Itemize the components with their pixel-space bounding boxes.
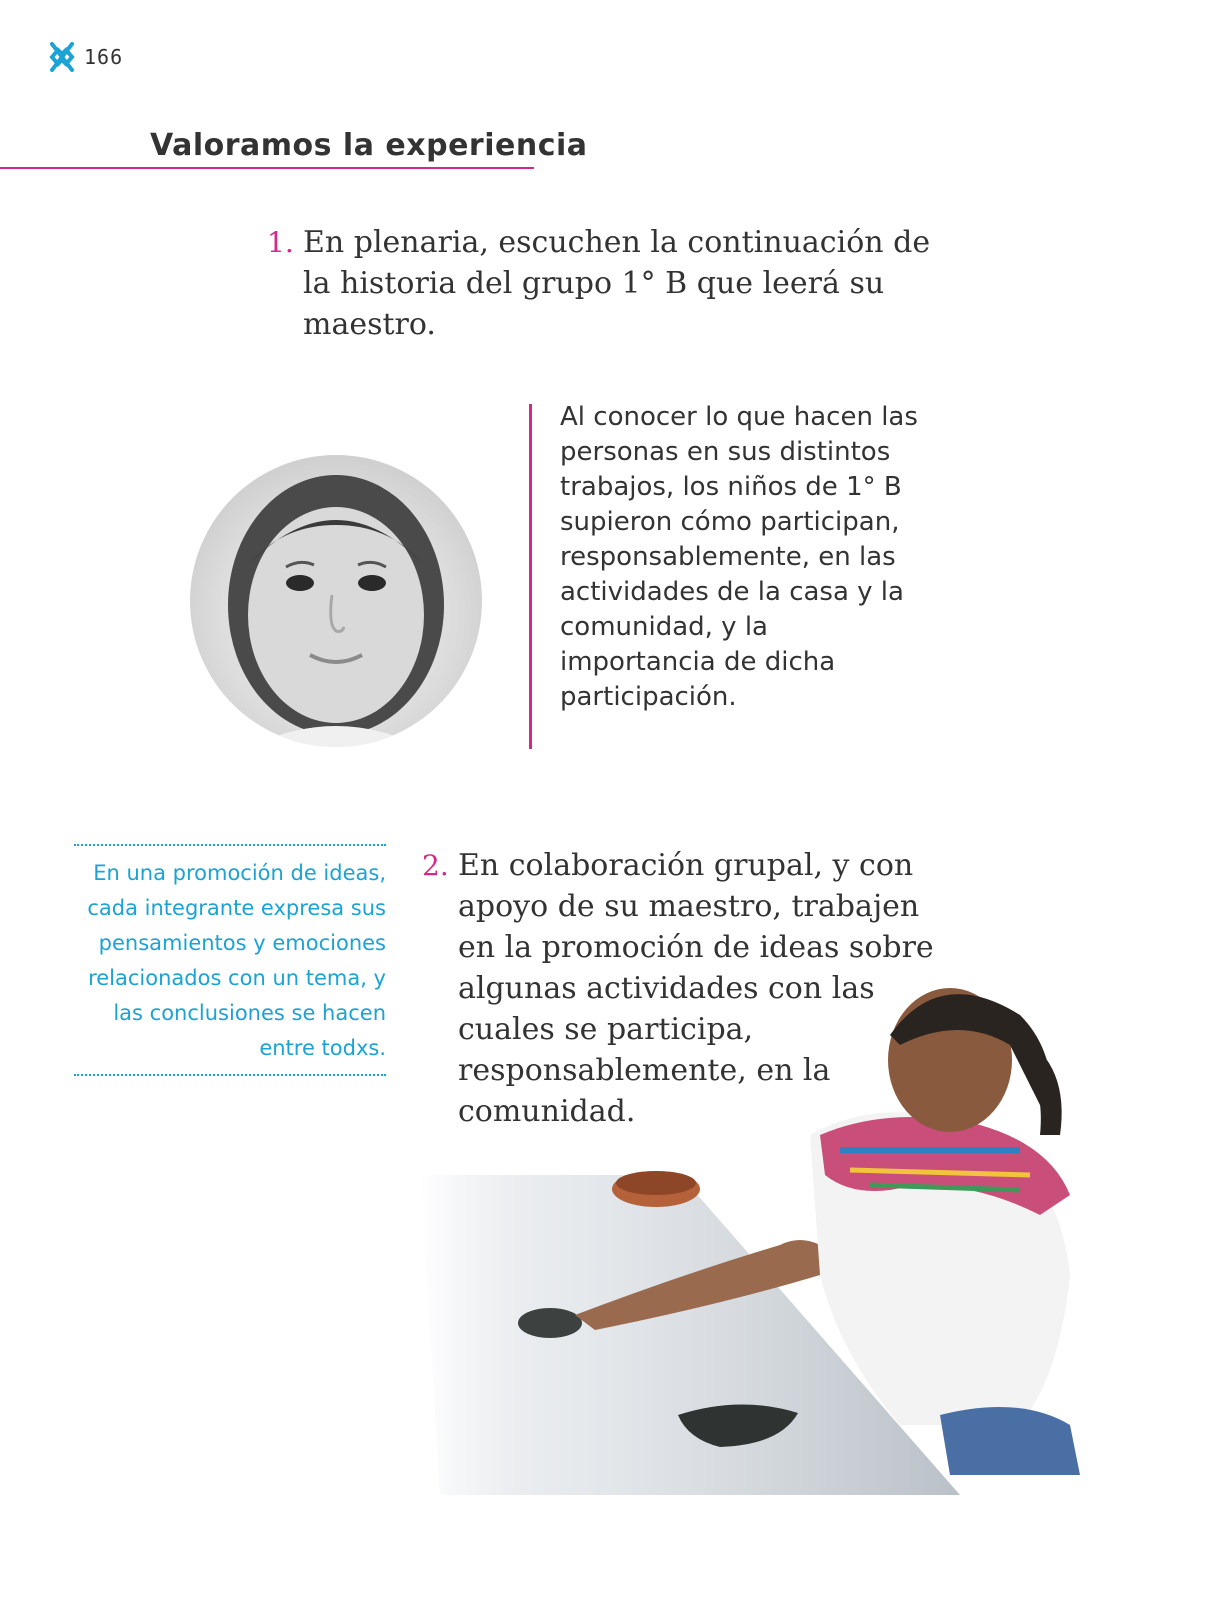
girl-portrait-photo — [190, 455, 482, 747]
section-title: Valoramos la experiencia — [150, 128, 588, 163]
sidenote-box — [74, 844, 386, 1076]
activity-1-number: 1. — [267, 226, 294, 259]
page-number: 166 — [84, 45, 124, 69]
sidenote-text: En una promoción de ideas, cada integrante expresa sus pensamientos y emociones relacionados con un tema, y las conclusiones se hacen entre todxs. — [87, 861, 386, 1060]
callout-accent-bar — [529, 404, 532, 749]
page-header — [48, 40, 123, 74]
title-underline — [0, 167, 534, 169]
activity-2-number: 2. — [422, 849, 449, 882]
activity-1 — [267, 222, 943, 345]
activity-1-text: En plenaria, escuchen la continuación de la historia del grupo 1° B que leerá su maestro. — [303, 225, 931, 342]
woman-working-photo — [420, 975, 1120, 1515]
activity-2-text: En colaboración grupal, y con apoyo de su maestro, trabajen en la promoción de ideas sobre algunas actividades con las cuales se participa, responsablemente, en la comunidad. — [458, 848, 934, 1129]
decorative-knot-icon — [48, 40, 76, 74]
callout-text: Al conocer lo que hacen las personas en sus distintos trabajos, los niños de 1° B supieron cómo participan, responsablemente, en las actividades de la casa y la comunidad, y la importancia de dicha participación. — [560, 402, 918, 712]
